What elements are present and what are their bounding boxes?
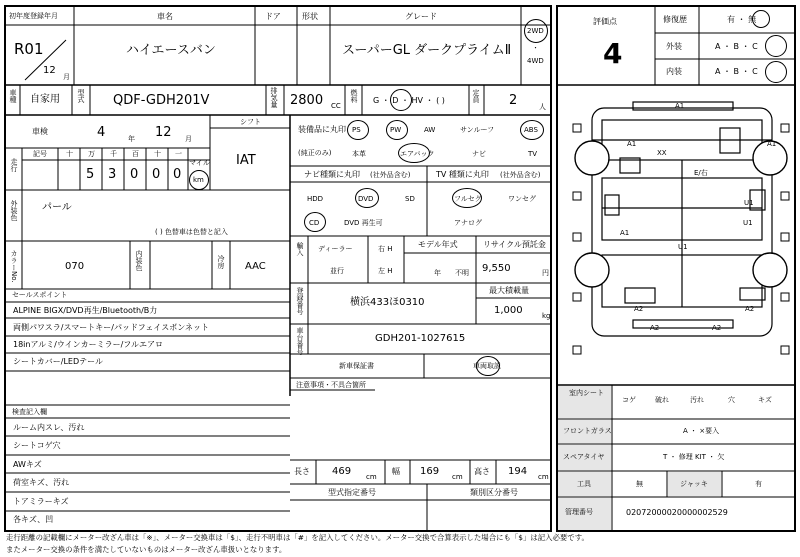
jack-value: 有 — [755, 480, 762, 488]
damage-mark: U1 — [743, 219, 753, 227]
nav-label: ナビ種類に丸印 — [304, 170, 360, 179]
sales-points-label: セールスポイント — [12, 291, 68, 299]
equipment-label: 装備品に丸印 — [298, 125, 346, 134]
registration-label: 登録番号 — [296, 287, 304, 315]
ac-label: 冷房 — [217, 255, 225, 269]
mileage-header: 一 — [175, 150, 182, 158]
interior-color-label: 内装色 — [135, 250, 143, 271]
import-label: 輸入 — [296, 242, 304, 256]
max-load-label: 最大積載量 — [489, 286, 529, 295]
repair-label: 修復歴 — [663, 15, 687, 24]
exterior-label: 外装 — [666, 42, 682, 51]
nav-dvd-playback: DVD 再生可 — [344, 219, 383, 227]
length-unit: cm — [366, 473, 377, 481]
chassis-value: GDH201-1027615 — [375, 333, 466, 344]
nav-sub: (社外品含む) — [370, 171, 411, 179]
equip-sunroof: サンルーフ — [460, 126, 495, 134]
inspector-note: ルーム内スレ、汚れ — [13, 423, 85, 432]
equip-ps: PS — [352, 126, 361, 134]
damage-mark: A2 — [712, 324, 722, 332]
tv-label: TV 種類に丸印 — [436, 170, 489, 179]
mileage-header: 十 — [66, 150, 73, 158]
color-note: ( ) 色替車は色替と記入 — [155, 228, 228, 236]
repair-options: 有 ・ 無 — [727, 15, 757, 24]
spare-value: T ・ 修理 KIT ・ 欠 — [663, 453, 725, 461]
interior-seat-label: 室内シート — [569, 389, 604, 397]
mileage-digit: 0 — [173, 167, 182, 182]
sales-point: ALPINE BIGX/DVD再生/Bluetooth/B力 — [13, 306, 158, 315]
sales-point: シートカバー/LEDテール — [13, 357, 103, 366]
model-year-unit: 年 — [434, 269, 441, 277]
mileage-label: 走行 — [10, 158, 18, 172]
ac-value: AAC — [245, 261, 266, 272]
nav-cd: CD — [309, 219, 320, 227]
cc-unit: CC — [331, 102, 341, 110]
inspector-note: AWキズ — [13, 460, 42, 469]
import-dealer: ディーラー — [318, 245, 353, 253]
handle-left: 左 H — [378, 267, 393, 275]
tv-sub: (社外品含む) — [500, 171, 541, 179]
interior-grade: A ・ B ・ C — [715, 67, 758, 76]
damage-mark: A1 — [627, 140, 637, 148]
class-label: 類別区分番号 — [470, 488, 518, 497]
tv-oneseg: ワンセグ — [508, 195, 536, 203]
month-unit: 月 — [63, 73, 70, 81]
inspector-label: 検査記入欄 — [12, 408, 47, 416]
equip-airbag: エアバック — [400, 150, 435, 158]
tools-label: 工具 — [577, 480, 591, 488]
damage-mark: A1 — [620, 229, 630, 237]
damage-mark: A1 — [767, 140, 777, 148]
max-load-unit: kg — [542, 312, 551, 320]
color-label: 外装色 — [10, 200, 18, 221]
height-value: 194 — [508, 466, 528, 477]
recycle-label: リサイクル預託金 — [483, 240, 546, 249]
width-label: 幅 — [392, 467, 400, 476]
warranty-doc: 新車保証書 — [339, 362, 374, 370]
fuel-label: 燃料 — [350, 89, 358, 103]
chassis-label: 車台番号 — [296, 327, 304, 355]
car-name-label: 車名 — [157, 12, 173, 21]
model-year-label: モデル年式 — [418, 240, 458, 249]
nav-dvd: DVD — [358, 195, 374, 203]
length-label: 長さ — [294, 467, 310, 476]
sales-point: 18inアルミ/ウインカーミラー/フルエアロ — [13, 340, 163, 349]
equip-leather: 本革 — [352, 150, 366, 158]
first-registration-label: 初年度登録年月 — [9, 12, 58, 20]
nav-sd: SD — [405, 195, 415, 203]
damage-mark: A2 — [745, 305, 755, 313]
car-name: ハイエースバン — [126, 43, 216, 58]
nav-hdd: HDD — [307, 195, 324, 203]
capacity-unit: 人 — [539, 103, 546, 111]
inspection-month: 12 — [155, 125, 172, 140]
damage-mark: A2 — [634, 305, 644, 313]
color-value: パール — [42, 202, 72, 213]
seat-burn: コゲ — [622, 396, 636, 404]
mgmt-label: 管理番号 — [565, 508, 593, 516]
km-unit: km — [193, 176, 204, 184]
inspection-month-unit: 月 — [185, 135, 192, 143]
model-value: QDF-GDH201V — [113, 93, 210, 108]
footer-note-2: またメーター交換の条件を満たしていないものはメーター改ざん車扱いとなります。 — [6, 545, 287, 554]
score-value: 4 — [603, 37, 623, 70]
mileage-digit: 0 — [130, 167, 139, 182]
mgmt-value: 02072000020000002529 — [626, 508, 728, 517]
inspection-year: 4 — [97, 125, 106, 140]
equipment-sub: (純正のみ) — [298, 149, 332, 157]
inspector-note: トアミラーキズ — [13, 497, 69, 506]
inspection-label: 車検 — [32, 127, 48, 136]
glass-label: フロントガラス — [563, 427, 612, 435]
max-load-value: 1,000 — [494, 305, 523, 316]
drive-4wd: 4WD — [527, 57, 544, 65]
registration-month: 12 — [43, 65, 56, 76]
door-label: ドア — [265, 12, 281, 21]
tools-value: 無 — [636, 480, 643, 488]
equip-aw: AW — [424, 126, 436, 134]
interior-label: 内装 — [666, 67, 682, 76]
drive-dot: ・ — [532, 44, 539, 52]
equip-tv: TV — [528, 150, 538, 158]
displacement-label: 排気量 — [270, 87, 278, 108]
shift-value: IAT — [236, 153, 256, 168]
damage-mark: E/右 — [694, 169, 708, 177]
glass-value: A ・ ×要入 — [683, 427, 720, 435]
mileage-header: 百 — [132, 150, 139, 158]
spare-label: スペアタイヤ — [563, 453, 605, 461]
displacement-value: 2800 — [290, 93, 324, 108]
width-value: 169 — [420, 466, 440, 477]
mileage-header: 記号 — [33, 150, 47, 158]
damage-mark: U1 — [678, 243, 688, 251]
inspection-year-unit: 年 — [128, 135, 135, 143]
damage-mark: A2 — [650, 324, 660, 332]
import-parallel: 並行 — [330, 267, 344, 275]
mileage-digit: 5 — [86, 167, 95, 182]
mileage-digit: 3 — [108, 167, 117, 182]
damage-mark: A1 — [675, 102, 685, 110]
mileage-header: 十 — [154, 150, 161, 158]
tv-analog: アナログ — [454, 219, 482, 227]
width-unit: cm — [452, 473, 463, 481]
grade-value: スーパーGL ダークプライムⅡ — [342, 43, 512, 58]
inspector-note: 荷室キズ、汚れ — [13, 478, 70, 487]
score-label: 評価点 — [593, 17, 617, 26]
notes-label: 注意事項・不具合箇所 — [296, 381, 366, 389]
height-unit: cm — [538, 473, 549, 481]
capacity-label: 定員 — [472, 89, 480, 103]
seat-stain: 汚れ — [690, 396, 704, 404]
equip-abs: ABS — [524, 126, 538, 134]
capacity-value: 2 — [509, 93, 518, 108]
inspector-note: 各キズ、凹 — [13, 515, 54, 524]
damage-mark: XX — [657, 149, 667, 157]
shift-label: シフト — [240, 118, 261, 126]
drive-2wd: 2WD — [527, 27, 544, 35]
model-year-unknown: 不明 — [455, 269, 469, 277]
height-label: 高さ — [474, 467, 490, 476]
mileage-header: 千 — [110, 150, 117, 158]
recycle-value: 9,550 — [482, 263, 511, 274]
usage-value: 自家用 — [30, 94, 60, 105]
footer-note-1: 走行距離の記載欄にメーター改ざん車は「※」、メーター交換車は「$」、走行不明車は「#」を記入してください。メーター交換で合算表示した場合にも「$」は記入必要です。 — [6, 533, 589, 542]
registration-year: R01 — [14, 40, 44, 58]
damage-mark: U1 — [744, 199, 754, 207]
jack-label: ジャッキ — [680, 480, 708, 488]
color-no-label: カラーNo. — [10, 250, 18, 283]
model-label: 型式 — [77, 89, 85, 103]
inspector-note: シートコゲ穴 — [13, 441, 61, 450]
manual-doc: 車両取説 — [473, 362, 501, 370]
tv-fullseg: フルセグ — [454, 195, 482, 203]
exterior-grade: A ・ B ・ C — [715, 42, 758, 51]
recycle-unit: 円 — [542, 269, 549, 277]
seat-tear: 破れ — [655, 396, 669, 404]
equip-pw: PW — [390, 126, 402, 134]
seat-hole: 穴 — [728, 396, 735, 404]
mileage-header: 万 — [88, 150, 95, 158]
registration-value: 横浜433ほ0310 — [350, 297, 425, 308]
equip-nav: ナビ — [472, 150, 486, 158]
sales-point: 両側パワスラ/スマートキー/パッドフェイスボンネット — [13, 323, 210, 332]
usage-label: 車種 — [9, 89, 17, 103]
mile-unit: マイル — [189, 159, 210, 167]
handle-right: 右 H — [378, 245, 393, 253]
grade-label: グレード — [405, 12, 437, 21]
seat-scratch: キズ — [758, 396, 772, 404]
type-spec-label: 型式指定番号 — [328, 488, 376, 497]
shape-label: 形状 — [302, 12, 318, 21]
length-value: 469 — [332, 466, 352, 477]
fuel-options: G ・ D ・ HV ・ ( ) — [373, 96, 445, 105]
color-no-value: 070 — [65, 261, 85, 272]
mileage-digit: 0 — [152, 167, 161, 182]
